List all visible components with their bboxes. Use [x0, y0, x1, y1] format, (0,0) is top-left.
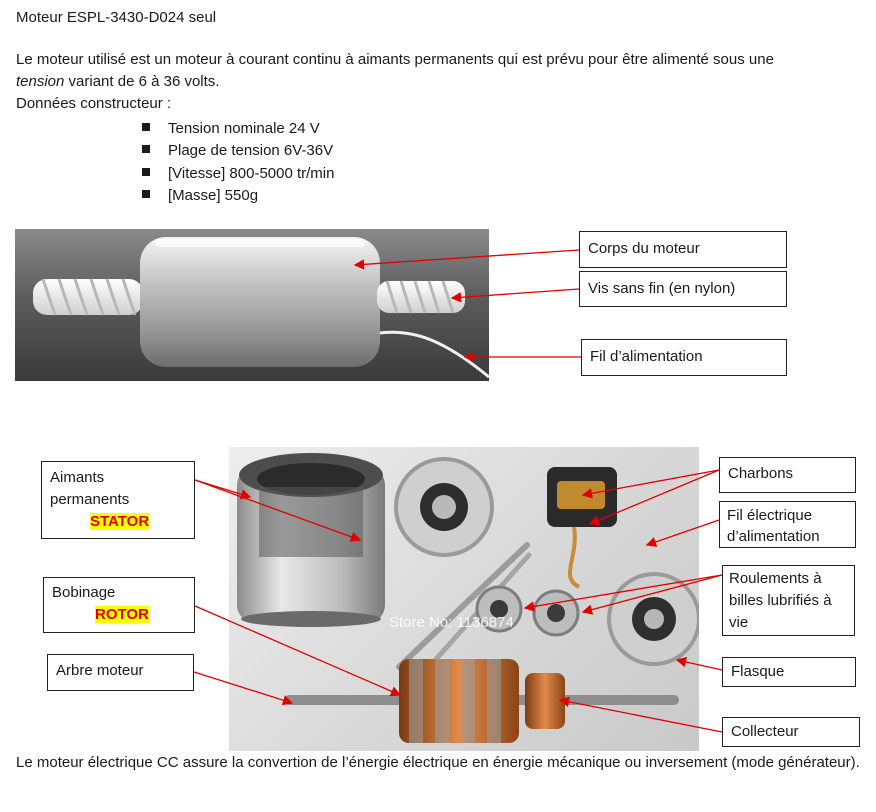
label-fil-alimentation: Fil d’alimentation	[581, 339, 787, 376]
label-aimants-permanents	[41, 461, 195, 539]
bullet-icon	[142, 123, 150, 131]
end-flange-top	[396, 459, 492, 555]
stator-badge: STATOR	[90, 513, 150, 530]
left-worm-gear	[33, 279, 143, 315]
intro-line2: variant de 6 à 36 volts.	[64, 73, 220, 90]
disassembled-illustration	[229, 447, 699, 751]
roulements-line1: Roulements à	[729, 570, 822, 587]
commutator	[525, 673, 565, 729]
aimants-line1: Aimants	[50, 469, 105, 486]
spec-text: Plage de tension 6V-36V	[168, 142, 334, 160]
bullet-icon	[142, 145, 150, 153]
roulements-line3: vie	[729, 614, 749, 631]
intro-line1: Le moteur utilisé est un moteur à courant continu à aimants permanents qui est prévu pour être alimenté sous une	[16, 51, 774, 68]
label-charbons: Charbons	[719, 457, 856, 493]
fil-line2: d’alimentation	[727, 528, 820, 545]
page-title: Moteur ESPL-3430-D024 seul	[16, 9, 217, 26]
bearing-right	[534, 591, 578, 635]
spec-text: Tension nominale 24 V	[168, 120, 320, 137]
aimants-line2: permanents	[50, 491, 130, 508]
label-flasque: Flasque	[722, 657, 856, 687]
intro-paragraph	[16, 49, 866, 115]
photo-watermark: Store No: 1136874	[389, 614, 514, 631]
label-corps-moteur: Corps du moteur	[579, 231, 787, 268]
spec-item	[142, 163, 334, 185]
label-roulements	[722, 565, 855, 636]
motor-illustration	[15, 229, 489, 381]
label-bobinage	[43, 577, 195, 633]
specs-list	[142, 118, 334, 207]
intro-tension-word: tension	[16, 73, 65, 90]
label-fil-electrique	[719, 501, 856, 548]
rotor-windings	[399, 659, 519, 743]
motor-body	[140, 237, 380, 367]
label-collecteur: Collecteur	[722, 717, 860, 747]
bobinage-line: Bobinage	[52, 584, 116, 601]
roulements-line2: billes lubrifiés à	[729, 592, 832, 609]
footer-paragraph: Le moteur électrique CC assure la convertion de l’énergie électrique en énergie mécanique ou inversement (mode générateur).	[16, 754, 860, 771]
label-arbre-moteur: Arbre moteur	[47, 654, 194, 691]
end-flange-right	[609, 574, 699, 664]
supply-wire	[380, 332, 489, 377]
spec-item	[142, 118, 334, 140]
brush-holder	[547, 467, 617, 587]
spec-item	[142, 140, 334, 162]
fil-line1: Fil électrique	[727, 507, 813, 524]
rotor-badge: ROTOR	[95, 606, 149, 623]
bullet-icon	[142, 190, 150, 198]
motor-photo	[15, 229, 489, 381]
label-vis-sans-fin: Vis sans fin (en nylon)	[579, 271, 787, 307]
spec-text: [Vitesse] 800-5000 tr/min	[168, 164, 335, 182]
stator-can	[237, 453, 385, 627]
bullet-icon	[142, 168, 150, 176]
spec-text: [Masse] 550g	[168, 186, 259, 204]
disassembled-motor-photo	[229, 447, 699, 751]
right-worm-gear	[377, 281, 465, 313]
spec-item	[142, 185, 334, 207]
intro-line3: Données constructeur :	[16, 95, 172, 112]
